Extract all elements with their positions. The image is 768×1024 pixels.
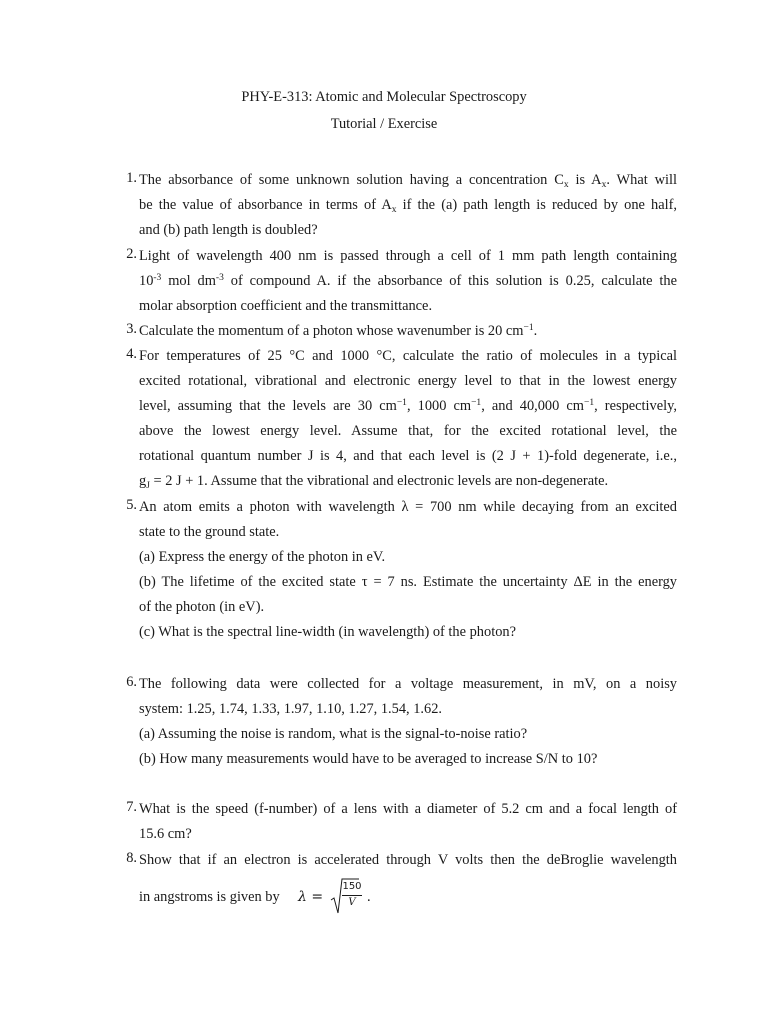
question-line: The absorbance of some unknown solution having a concentration $C_x$ is $A_x$. What will <box>139 172 677 190</box>
question-line: rotational quantum number J is 4, and that each level is (2 J + 1)-fold degenerate, i.e., <box>139 448 677 464</box>
question-line: excited rotational, vibrational and electronic energy level to that in the lowest energy <box>139 373 677 389</box>
question-number: 7. <box>126 799 137 815</box>
question-line: Calculate the momentum of a photon whose wavenumber is 20 $cm^{-1}$. <box>139 323 538 339</box>
question-line: (a) Express the energy of the photon in eV. <box>139 549 386 565</box>
question-line: (b) The lifetime of the excited state τ = 7 ns. Estimate the uncertainty ΔE in the energy <box>139 574 677 590</box>
page-subtitle: Tutorial / Exercise <box>330 116 438 132</box>
question-line: What is the speed (f-number) of a lens with a diameter of 5.2 cm and a focal length of <box>139 801 677 817</box>
question-number: 5. <box>126 497 137 513</box>
question-line: system: 1.25, 1.74, 1.33, 1.97, 1.10, 1.27, 1.54, 1.62. <box>139 701 443 717</box>
question-number: 2. <box>126 246 137 262</box>
question-line: above the lowest energy level. Assume that, for the excited rotational level, the <box>139 423 677 439</box>
question-line: Light of wavelength 400 nm is passed through a cell of 1 mm path length containing <box>139 248 677 264</box>
question-line: level, assuming that the levels are 30 $cm^{-1}$, 1000 $cm^{-1}$, and 40,000 $cm^{-1}$, respectively, <box>139 398 677 414</box>
question-number: 4. <box>126 346 137 362</box>
formula-denominator: V <box>348 897 356 908</box>
question-line: (a) Assuming the noise is random, what is the signal-to-noise ratio? <box>139 726 528 742</box>
question-line: An atom emits a photon with wavelength λ = 700 nm while decaying from an excited <box>139 499 677 515</box>
question-number: 6. <box>126 674 137 690</box>
fraction-bar <box>342 895 362 896</box>
formula-lhs: λ = <box>298 889 324 905</box>
question-line: (c) What is the spectral line-width (in wavelength) of the photon? <box>139 624 516 640</box>
question-line: in angstroms is given by <box>139 889 280 905</box>
question-line: The following data were collected for a voltage measurement, in mV, on a noisy <box>139 676 677 692</box>
question-line: state to the ground state. <box>139 524 280 540</box>
question-line: $10^{-3}$ mol $dm^{-3}$ of compound A. if the absorbance of this solution is 0.25, calculate the <box>139 273 677 289</box>
question-line: $g_J = 2$ J + 1. Assume that the vibrational and electronic levels are non-degenerate. <box>139 473 609 491</box>
course-title: PHY-E-313: Atomic and Molecular Spectroscopy <box>241 89 527 105</box>
question-line: and (b) path length is doubled? <box>139 222 318 238</box>
question-number: 3. <box>126 321 137 337</box>
question-line: of the photon (in eV). <box>139 599 265 615</box>
question-line: 15.6 cm? <box>139 826 192 842</box>
question-number: 1. <box>126 170 137 186</box>
question-line: (b) How many measurements would have to be averaged to increase S/N to 10? <box>139 751 598 767</box>
formula-line <box>139 876 439 916</box>
formula-period: . <box>367 889 371 905</box>
question-line: be the value of absorbance in terms of $A_x$ if the (a) path length is reduced by one half, <box>139 197 677 215</box>
formula-numerator: 150 <box>342 881 362 892</box>
question-line: For temperatures of 25 °C and 1000 °C, calculate the ratio of molecules in a typical <box>139 348 677 364</box>
question-line: Show that if an electron is accelerated through V volts then the deBroglie wavelength <box>139 852 677 868</box>
question-number: 8. <box>126 850 137 866</box>
question-line: molar absorption coefficient and the transmittance. <box>139 298 433 314</box>
